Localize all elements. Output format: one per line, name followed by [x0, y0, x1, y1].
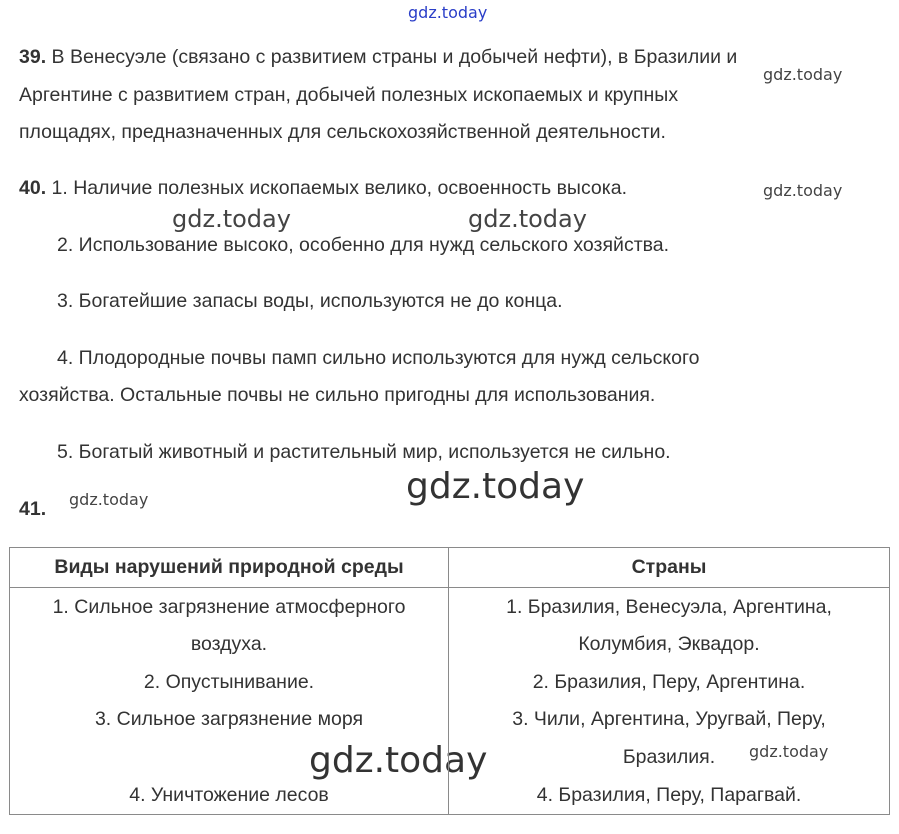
answer-40-item-2: 2. Использование высоко, особенно для нужд сельского хозяйства.: [57, 234, 670, 256]
cell-line: 2. Бразилия, Перу, Аргентина.: [532, 670, 806, 693]
answer-41-number: 41.: [19, 498, 47, 520]
answer-40-item-4: 4. Плодородные почвы памп сильно используются для нужд сельского: [57, 347, 700, 369]
watermark: gdz.today: [309, 740, 488, 781]
cell-line: 4. Уничтожение лесов: [129, 783, 329, 806]
cell-line: Колумбия, Эквадор.: [578, 633, 760, 656]
answer-40-item-4-cont: хозяйства. Остальные почвы не сильно пригодны для использования.: [19, 384, 656, 406]
watermark: gdz.today: [406, 466, 585, 507]
cell-line: Бразилия.: [622, 745, 716, 768]
cell-line: 1. Сильное загрязнение атмосферного: [52, 595, 406, 618]
answer-41-table: [9, 547, 890, 815]
answer-number: 40.: [19, 177, 47, 199]
cell-line: 3. Чили, Аргентина, Уругвай, Перу,: [512, 708, 826, 731]
answer-number: 39.: [19, 46, 47, 68]
watermark-top: gdz.today: [408, 3, 488, 22]
table-header-row: [10, 548, 890, 588]
answer-39-line-2: Аргентине с развитием стран, добычей полезных ископаемых и крупных: [19, 84, 679, 106]
cell-line: 3. Сильное загрязнение моря: [94, 708, 364, 731]
watermark: gdz.today: [749, 742, 829, 761]
answer-39-line-3: площадях, предназначенных для сельскохозяйственной деятельности.: [19, 121, 666, 143]
answer-40-item-3: 3. Богатейшие запасы воды, используются не до конца.: [57, 290, 563, 312]
cell-line: [14, 739, 444, 777]
watermark: gdz.today: [69, 490, 149, 509]
cell-line: воздуха.: [190, 633, 268, 656]
cell-line: 1. Бразилия, Венесуэла, Аргентина,: [506, 595, 832, 618]
watermark: gdz.today: [763, 181, 843, 200]
cell-line: 4. Бразилия, Перу, Парагвай.: [536, 783, 802, 806]
answer-40-item-5: 5. Богатый животный и растительный мир, используется не сильно.: [57, 441, 671, 463]
cell-line: 2. Опустынивание.: [143, 670, 315, 693]
watermark: gdz.today: [172, 205, 291, 233]
table-header-countries: Страны: [449, 548, 890, 588]
table-row: [10, 587, 890, 815]
table-header-violations: Виды нарушений природной среды: [10, 548, 449, 588]
table-cell-violations: [10, 587, 449, 815]
answer-40-item-1: 40. 1. Наличие полезных ископаемых велико, освоенность высока.: [19, 177, 627, 199]
answer-39-line-1: 39. В Венесуэле (связано с развитием страны и добычей нефти), в Бразилии и: [19, 46, 738, 68]
watermark: gdz.today: [763, 65, 843, 84]
watermark: gdz.today: [468, 205, 587, 233]
table-cell-countries: [449, 587, 890, 815]
